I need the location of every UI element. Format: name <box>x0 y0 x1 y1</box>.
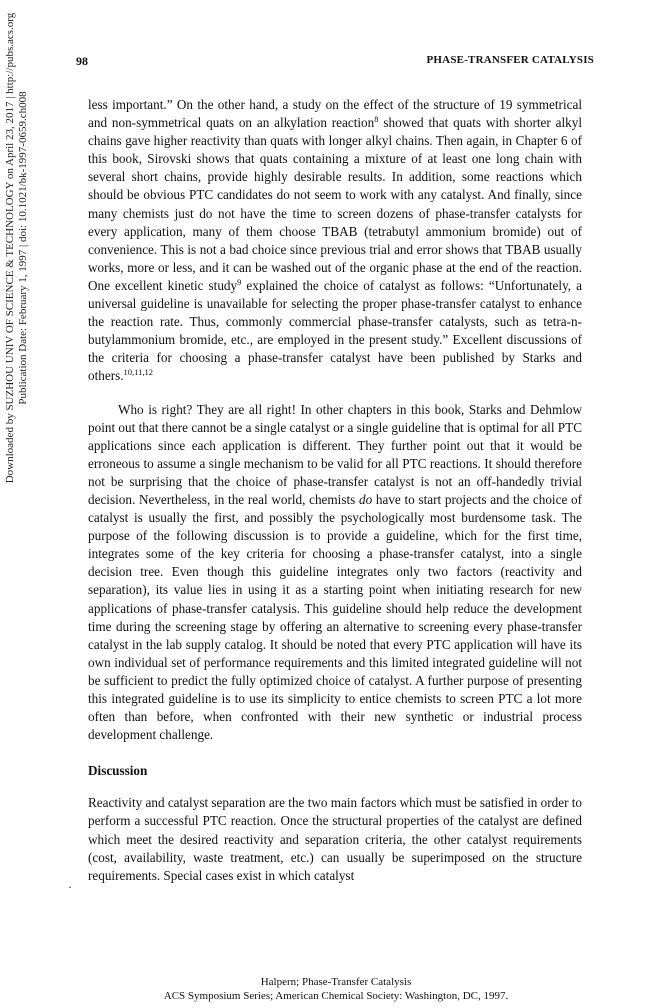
running-title: PHASE-TRANSFER CATALYSIS <box>426 54 594 66</box>
paragraph-2 <box>88 401 582 745</box>
section-heading: Discussion <box>88 763 148 779</box>
reference-9: 9 <box>237 276 242 287</box>
reference-8: 8 <box>374 114 379 125</box>
text-run: explained the choice of catalyst as follows: “Unfortunately, a universal guideline is unavailable for selecting the proper phase-transfer catalyst to enhance the reaction rate. Thus, commonly commercial phase-transfer catalysts, such as tetra-n-butylammonium bromide, etc., are employed in the present study.” Excellent discussions of the criteria for choosing a phase-transfer catalyst have been published by Starks and others. <box>88 277 582 384</box>
publication-line: Publication Date: February 1, 1997 | doi: 10.1021/bk-1997-0659.ch008 <box>17 91 29 405</box>
text-run: have to start projects and the choice of catalyst is usually the first, and possibly the psychologically most burdensome task. The purpose of the following discussion is to provide a guideline, which for the first time, integrates some of the key criteria for choosing a phase-transfer catalyst, into a single decision tree. Even though this guideline integrates only two factors (reactivity and separation), its value lies in using it as a starting point when initiating research for new applications of phase-transfer catalysis. This guideline should help reduce the development time during the screening stage by offering an alternative to screening every phase-transfer catalyst in the lab supply catalog. It should be noted that every PTC application will have its own individual set of performance requirements and this limited integrated guideline will not be sufficient to predict the fully optimized choice of catalyst. A further purpose of presenting this integrated guideline is to use its simplicity to entice chemists to screen PTC a lot more often than before, when confronted with their new synthetic or industrial process development challenge. <box>88 491 582 743</box>
margin-dot: · <box>68 880 72 894</box>
download-line: Downloaded by SUZHOU UNIV OF SCIENCE & TECHNOLOGY on April 23, 2017 | http://pubs.acs.org <box>4 12 16 484</box>
reference-10-12: 10,11,12 <box>123 367 153 378</box>
footer-citation: Halpern; Phase-Transfer Catalysis <box>260 976 412 988</box>
text-run: Who is right? They are all right! In other chapters in this book, Starks and Dehmlow point out that there cannot be a single catalyst or a single guideline that is optimal for all PTC applications since each application is different. They further point out that it would be erroneous to assume a single mechanism to be valid for all PTC reactions. It should therefore not be surprising that the choice of phase-transfer catalyst is not an off-handedly trivial decision. Nevertheless, in the real world, chemists <box>88 401 582 507</box>
page-footer <box>0 975 672 1003</box>
footer-series: ACS Symposium Series; American Chemical Society: Washington, DC, 1997. <box>163 990 509 1002</box>
paragraph-1 <box>88 96 582 386</box>
page-number: 98 <box>76 54 88 68</box>
text-run: less important.” On the other hand, a study on the effect of the structure of 19 symmetrical and non-symmetrical quats on an alkylation reaction <box>88 97 582 131</box>
text-run: showed that quats with shorter alkyl chains gave higher reactivity than quats with longer alkyl chains. Then again, in Chapter 6 of this book, Sirovski shows that quats containing a mixture of at least one long chain with several short chains, provide highly desirable results. In addition, some reactions which should be obvious PTC candidates do not seem to work with any catalyst. And finally, since many chemists just do not have the time to screen dozens of phase-transfer catalysts for every application, many of them choose TBAB (tetrabutyl ammonium bromide) out of convenience. This is not a bad choice since previous trial and error shows that TBAB usually works, more or less, and it can be washed out of the organic phase at the end of the reaction. One excellent kinetic study <box>88 115 582 293</box>
emphasis: do <box>358 491 373 507</box>
paragraph-3: Reactivity and catalyst separation are the two main factors which must be satisfied in order to perform a successful PTC reaction. Once the structural properties of the catalyst are defined which meet the desired reactivity and separation criteria, the other catalyst requirements (cost, availability, waste treatment, etc.) can usually be superimposed on the structure requirements. Special cases exist in which catalyst <box>88 795 583 883</box>
main-text <box>88 96 582 885</box>
download-watermark <box>4 0 54 752</box>
page-header <box>76 54 594 70</box>
